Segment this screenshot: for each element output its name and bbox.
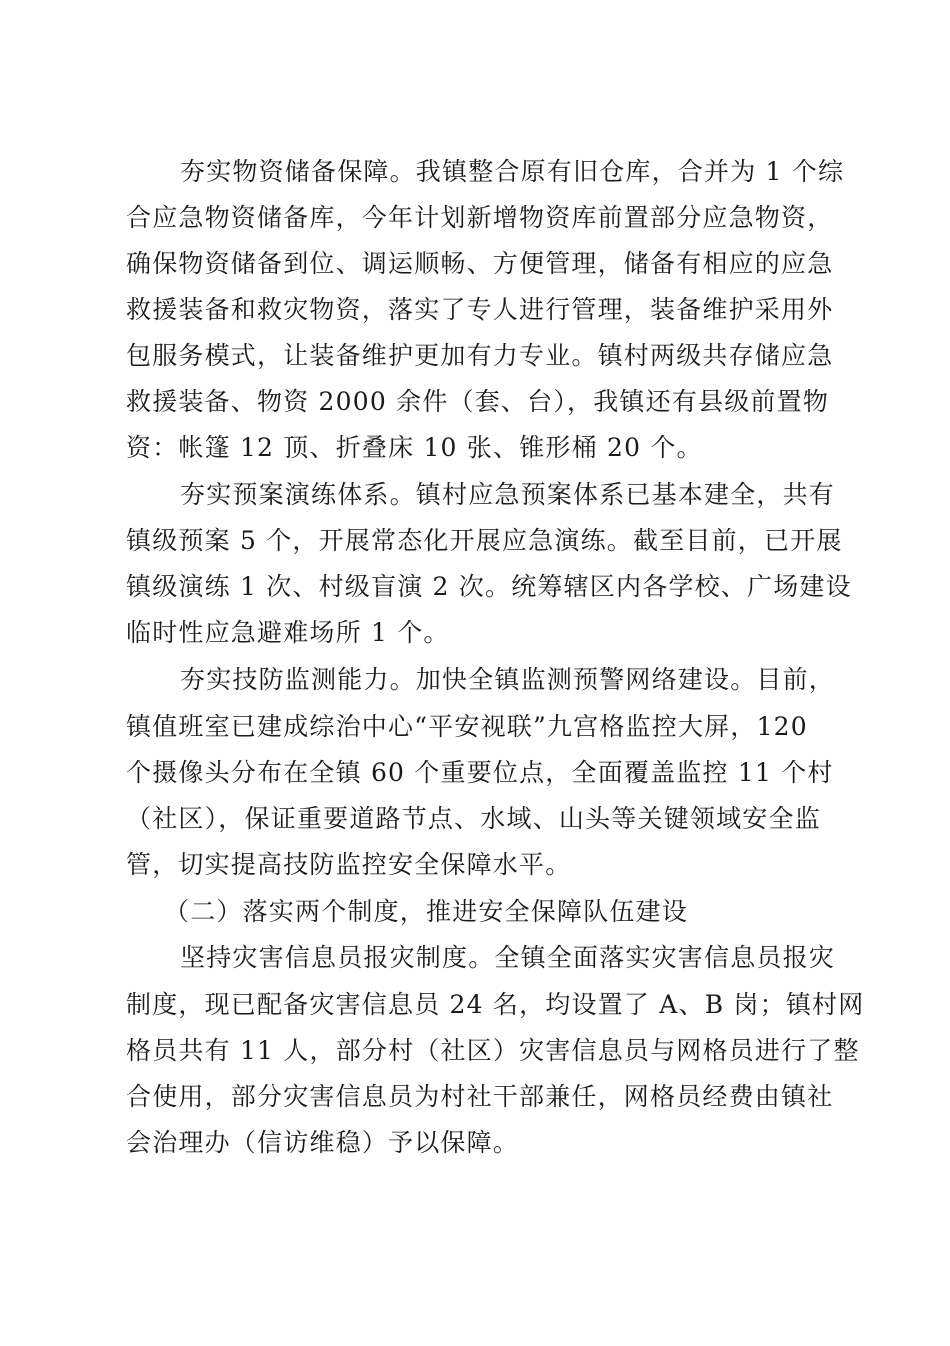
paragraph-3-line-2: 镇值班室已建成综治中心“平安视联”九宫格监控大屏，120 (126, 712, 808, 741)
paragraph-1-line-5: 包服务模式，让装备维护更加有力专业。镇村两级共存储应急 (126, 341, 834, 370)
paragraph-1-line-1: 夯实物资储备保障。我镇整合原有旧仓库，合并为 1 个综 (180, 157, 845, 186)
paragraph-3-line-5: 管，切实提高技防监控安全保障水平。 (126, 850, 572, 879)
paragraph-1-line-2: 合应急物资储备库，今年计划新增物资库前置部分应急物资， (126, 203, 834, 232)
paragraph-3-line-1: 夯实技防监测能力。加快全镇监测预警网络建设。目前， (180, 665, 836, 694)
paragraph-4-line-4: 合使用，部分灾害信息员为村社干部兼任，网格员经费由镇社 (126, 1082, 834, 1111)
paragraph-1-line-3: 确保物资储备到位、调运顺畅、方便管理，储备有相应的应急 (126, 249, 834, 278)
paragraph-2-line-2: 镇级预案 5 个，开展常态化开展应急演练。截至目前，已开展 (126, 526, 843, 555)
paragraph-2-line-3: 镇级演练 1 次、村级盲演 2 次。统筹辖区内各学校、广场建设 (126, 572, 852, 601)
paragraph-4-line-5: 会治理办（信访维稳）予以保障。 (126, 1128, 520, 1157)
paragraph-1-line-6: 救援装备、物资 2000 余件（套、台），我镇还有县级前置物 (126, 387, 830, 416)
paragraph-1-line-4: 救援装备和救灾物资，落实了专人进行管理，装备维护采用外 (126, 295, 834, 324)
paragraph-2-line-1: 夯实预案演练体系。镇村应急预案体系已基本建全，共有 (180, 480, 836, 509)
paragraph-4-line-3: 格员共有 11 人，部分村（社区）灾害信息员与网格员进行了整 (126, 1036, 860, 1065)
section-heading: （二）落实两个制度，推进安全保障队伍建设 (164, 897, 689, 926)
paragraph-3-line-4: （社区），保证重要道路节点、水域、山头等关键领域安全监 (126, 804, 821, 833)
paragraph-4-line-2: 制度，现已配备灾害信息员 24 名，均设置了 A、B 岗；镇村网 (126, 990, 865, 1019)
paragraph-2-line-4: 临时性应急避难场所 1 个。 (126, 618, 450, 647)
paragraph-3-line-3: 个摄像头分布在全镇 60 个重要位点，全面覆盖监控 11 个村 (126, 758, 834, 787)
paragraph-1-line-7: 资：帐篷 12 顶、折叠床 10 张、锥形桶 20 个。 (126, 433, 703, 462)
paragraph-4-line-1: 坚持灾害信息员报灾制度。全镇全面落实灾害信息员报灾 (180, 943, 836, 972)
